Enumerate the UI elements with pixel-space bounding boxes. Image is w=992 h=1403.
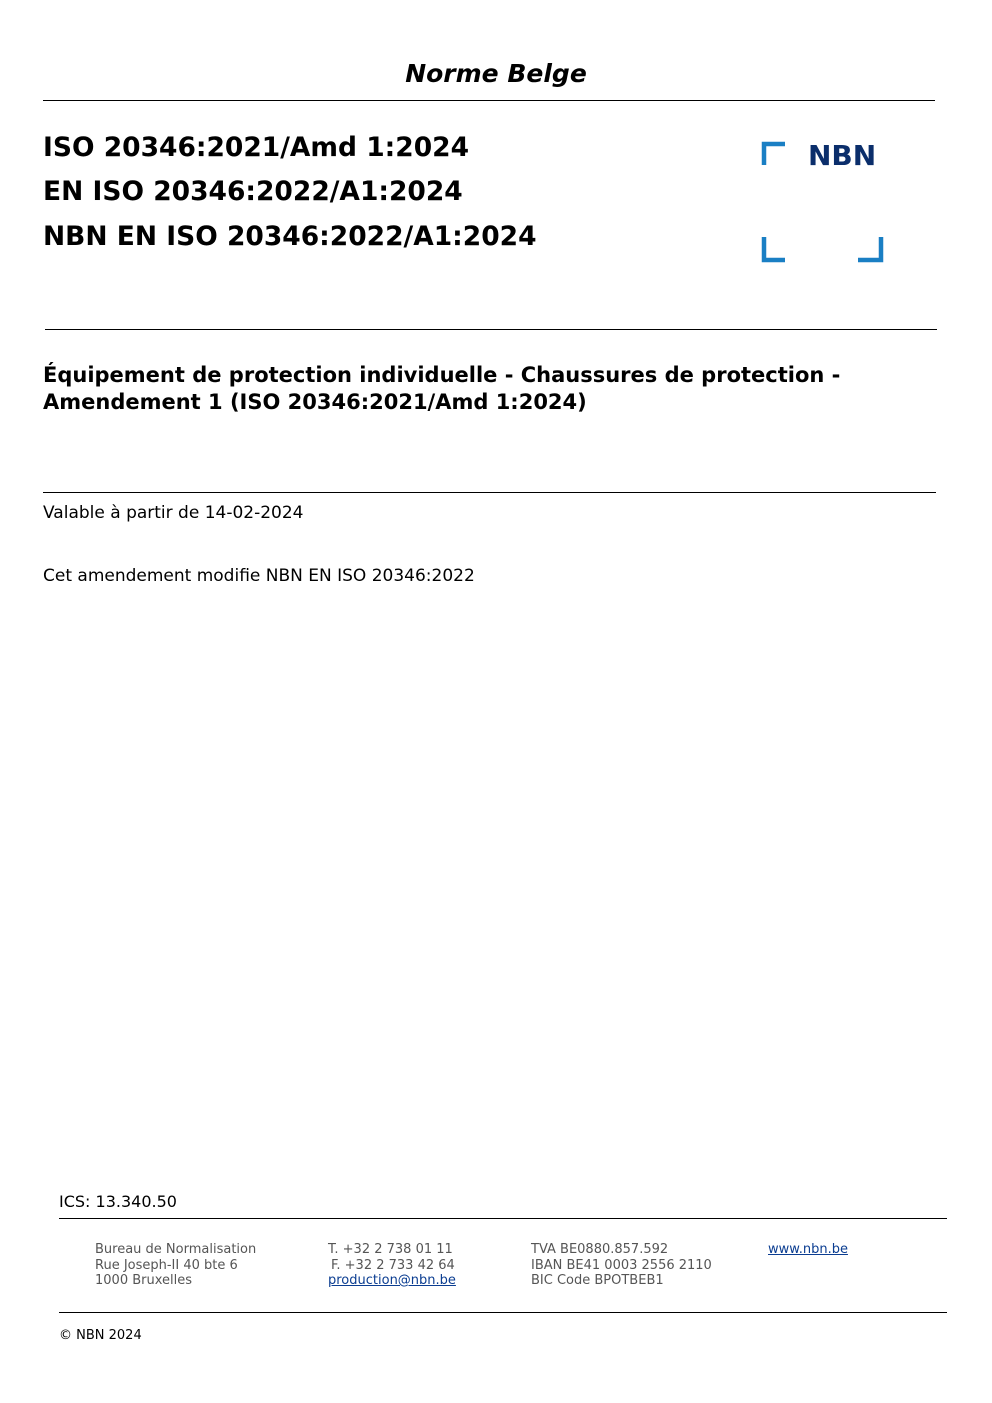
standard-code-iso: ISO 20346:2021/Amd 1:2024 xyxy=(43,132,470,163)
footer-tva: TVA BE0880.857.592 xyxy=(531,1242,669,1257)
footer-banking xyxy=(531,1242,712,1289)
valid-from-date: Valable à partir de 14-02-2024 xyxy=(43,503,304,523)
footer-bottom-divider xyxy=(59,1312,947,1313)
standard-code-nbn: NBN EN ISO 20346:2022/A1:2024 xyxy=(43,221,537,252)
nbn-logo xyxy=(760,140,886,264)
header-divider xyxy=(43,100,935,101)
footer-address xyxy=(95,1242,256,1289)
footer-address-line: Bureau de Normalisation xyxy=(95,1242,257,1257)
footer-phone: T. +32 2 738 01 11 xyxy=(328,1242,453,1257)
footer-iban: IBAN BE41 0003 2556 2110 xyxy=(531,1257,712,1273)
footer-address-line: 1000 Bruxelles xyxy=(95,1273,193,1288)
copyright-notice: © NBN 2024 xyxy=(59,1328,142,1343)
logo-text: NBN xyxy=(808,140,877,172)
document-title: Équipement de protection individuelle - Chaussures de protection - Amendement 1 (ISO 20346:2021/Amd 1:2024) xyxy=(43,363,841,414)
amendment-note: Cet amendement modifie NBN EN ISO 20346:2022 xyxy=(43,566,475,586)
footer-website-link[interactable]: www.nbn.be xyxy=(768,1242,848,1257)
section-divider-2 xyxy=(43,492,936,493)
footer-address-line: Rue Joseph-II 40 bte 6 xyxy=(95,1257,238,1273)
footer-email-link[interactable]: production@nbn.be xyxy=(328,1273,456,1288)
footer-fax: F. +32 2 733 42 64 xyxy=(331,1257,455,1273)
ics-code: ICS: 13.340.50 xyxy=(59,1192,177,1211)
footer-website xyxy=(768,1242,848,1258)
footer-top-divider xyxy=(59,1218,947,1219)
standard-code-en: EN ISO 20346:2022/A1:2024 xyxy=(43,176,463,207)
page-header-title: Norme Belge xyxy=(405,59,587,88)
footer-contact xyxy=(328,1242,456,1289)
section-divider-1 xyxy=(45,329,937,330)
footer-bic: BIC Code BPOTBEB1 xyxy=(531,1273,664,1288)
